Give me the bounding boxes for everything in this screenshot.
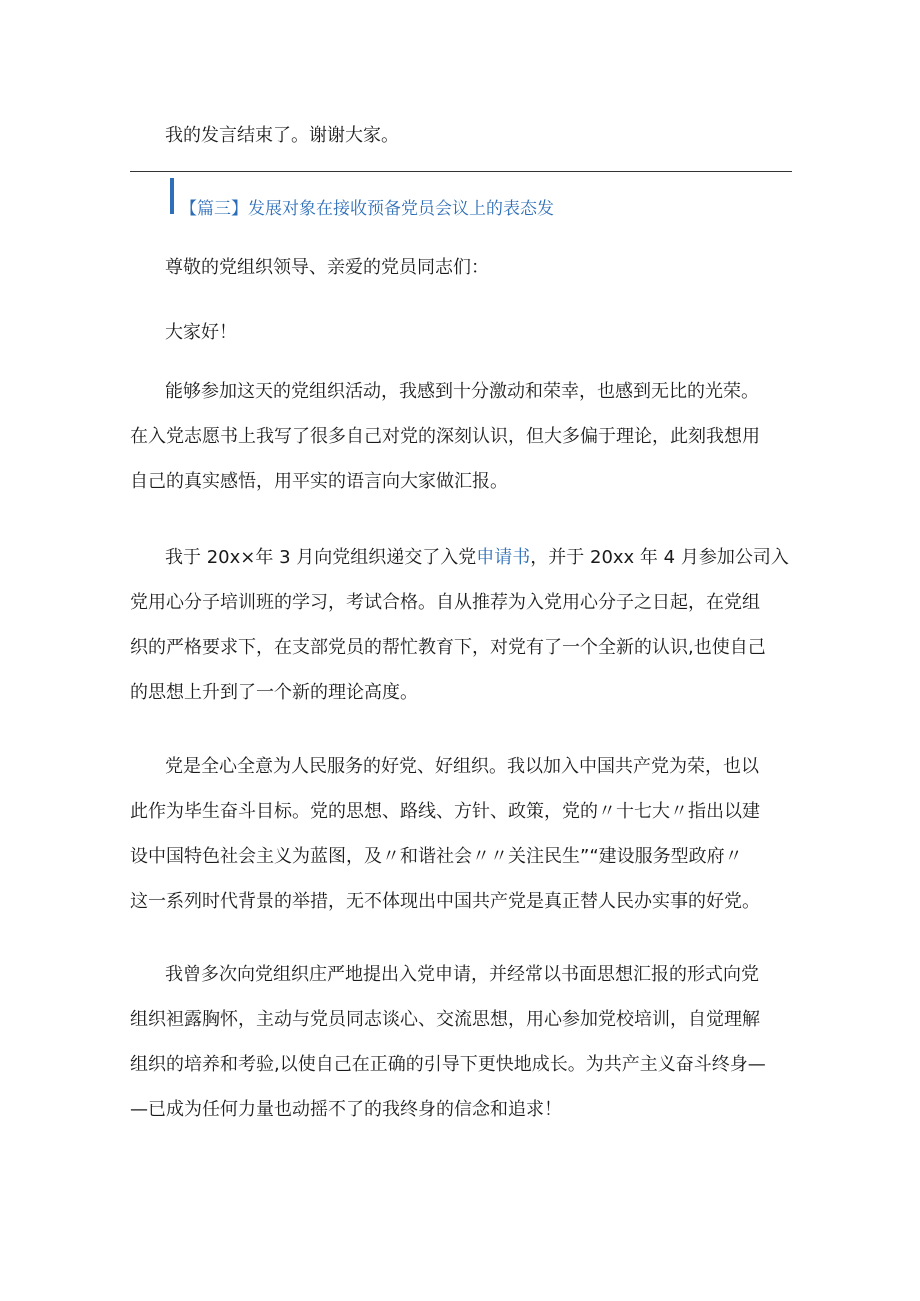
section-divider — [130, 171, 792, 172]
section-heading — [170, 177, 554, 219]
paragraph-line: 在入党志愿书上我写了很多自己对党的深刻认识，但大多偏于理论，此刻我想用 — [130, 426, 760, 447]
paragraph-line: 组织的培养和考验,以使自己在正确的引导下更快地成长。为共产主义奋斗终身— — [130, 1054, 766, 1075]
closing-remark: 我的发言结束了。谢谢大家。 — [165, 125, 399, 146]
paragraph-line: 设中国特色社会主义为蓝图，及〃和谐社会〃〃关注民生”“建设服务型政府〃 — [130, 846, 743, 867]
paragraph-line: —已成为任何力量也动摇不了的我终身的信念和追求！ — [130, 1099, 562, 1120]
paragraph-line — [130, 535, 792, 580]
paragraph-line: 织的严格要求下，在支部党员的帮忙教育下，对党有了一个全新的认识,也使自己 — [130, 637, 766, 658]
paragraph-1 — [130, 369, 792, 504]
paragraph-3 — [130, 744, 792, 924]
paragraph-text: 我于 20x×年 3 月向党组织递交了入党 — [165, 547, 477, 568]
heading-accent-bar — [170, 178, 174, 214]
paragraph-line: 自己的真实感悟，用平实的语言向大家做汇报。 — [130, 471, 508, 492]
greeting: 大家好！ — [165, 322, 237, 343]
paragraph-line: 党用心分子培训班的学习，考试合格。自从推荐为入党用心分子之日起，在党组 — [130, 592, 760, 613]
paragraph-line: 这一系列时代背景的举措，无不体现出中国共产党是真正替人民办实事的好党。 — [130, 891, 760, 912]
application-link[interactable]: 申请书 — [476, 547, 531, 568]
paragraph-line: 组织袒露胸怀，主动与党员同志谈心、交流思想，用心参加党校培训，自觉理解 — [130, 1009, 760, 1030]
paragraph-line: 此作为毕生奋斗目标。党的思想、路线、方针、政策，党的〃十七大〃指出以建 — [130, 801, 760, 822]
section-title[interactable]: 【篇三】发展对象在接收预备党员会议上的表态发 — [180, 198, 554, 219]
salutation: 尊敬的党组织领导、亲爱的党员同志们： — [165, 257, 489, 278]
paragraph-text: ，并于 20xx 年 4 月参加公司入 — [530, 547, 789, 568]
paragraph-line: 党是全心全意为人民服务的好党、好组织。我以加入中国共产党为荣，也以 — [165, 756, 759, 777]
paragraph-line: 我曾多次向党组织庄严地提出入党申请，并经常以书面思想汇报的形式向党 — [165, 964, 759, 985]
paragraph-4 — [130, 952, 792, 1132]
paragraph-line: 的思想上升到了一个新的理论高度。 — [130, 682, 418, 703]
paragraph-line: 能够参加这天的党组织活动，我感到十分激动和荣幸，也感到无比的光荣。 — [165, 381, 759, 402]
paragraph-2 — [130, 535, 792, 715]
